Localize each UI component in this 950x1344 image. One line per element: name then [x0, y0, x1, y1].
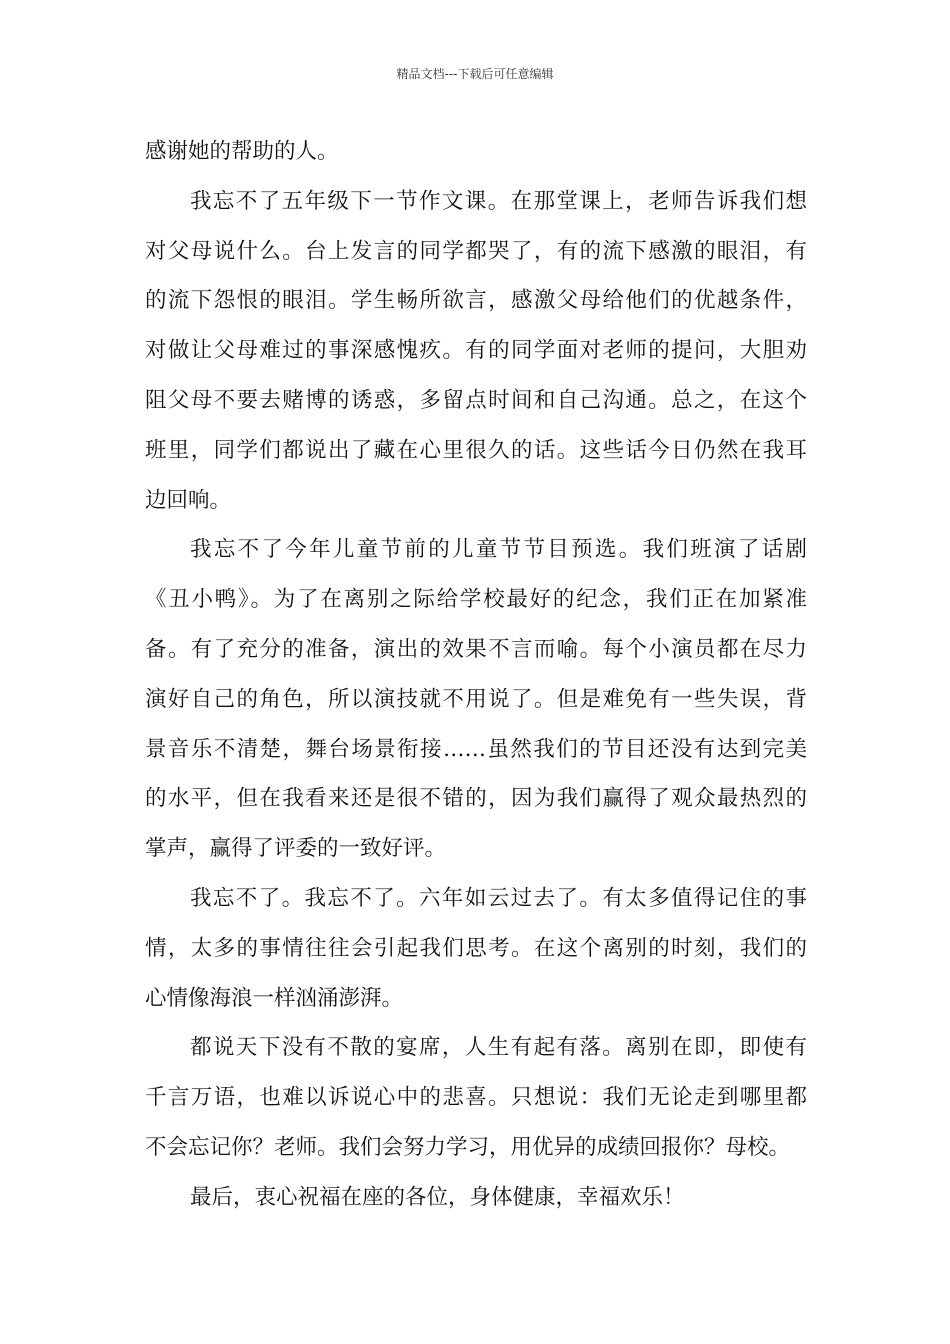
- paragraph: [145, 1023, 807, 1172]
- text-line: 掌声，赢得了评委的一致好评。: [145, 836, 447, 862]
- text-line: 都说天下没有不散的宴席，人生有起有落。离别在即，即使有: [190, 1035, 807, 1061]
- text-line: 千言万语，也难以诉说心中的悲喜。只想说：我们无论走到哪里都: [145, 1085, 807, 1111]
- text-line: 的流下怨恨的眼泪。学生畅所欲言，感激父母给他们的优越条件，: [145, 288, 807, 314]
- text-line: 备。有了充分的准备，演出的效果不言而喻。每个小演员都在尽力: [145, 636, 807, 662]
- document-body: [145, 127, 807, 1223]
- text-line: 感谢她的帮助的人。: [145, 139, 339, 164]
- text-line: 对父母说什么。台上发言的同学都哭了，有的流下感激的眼泪，有: [145, 238, 807, 264]
- paragraph: [145, 1173, 807, 1223]
- text-line: 我忘不了今年儿童节前的儿童节节目预选。我们班演了话剧: [190, 537, 807, 563]
- text-line: 演好自己的角色，所以演技就不用说了。但是难免有一些失误，背: [145, 686, 807, 712]
- text-line: 不会忘记你？老师。我们会努力学习，用优异的成绩回报你？母校。: [145, 1134, 791, 1160]
- paragraph: [145, 874, 807, 1023]
- paragraph: [145, 127, 807, 177]
- text-line: 班里，同学们都说出了藏在心里很久的话。这些话今日仍然在我耳: [145, 437, 807, 463]
- paragraph: [145, 177, 807, 526]
- text-line: 边回响。: [145, 487, 232, 513]
- text-line: 对做让父母难过的事深感愧疚。有的同学面对老师的提问，大胆劝: [145, 338, 807, 364]
- text-line: 最后，衷心祝福在座的各位，身体健康，幸福欢乐！: [190, 1184, 685, 1210]
- text-line: 《丑小鸭》。为了在离别之际给学校最好的纪念，我们正在加紧准: [145, 587, 807, 613]
- text-line: 景音乐不清楚，舞台场景衔接……虽然我们的节目还没有达到完美: [145, 736, 807, 762]
- text-line: 的水平，但在我看来还是很不错的，因为我们赢得了观众最热烈的: [145, 786, 807, 812]
- text-line: 我忘不了。我忘不了。六年如云过去了。有太多值得记住的事: [190, 885, 807, 911]
- paragraph: [145, 525, 807, 874]
- page-header: 精品文档---下载后可任意编辑: [396, 67, 554, 81]
- text-line: 心情像海浪一样汹涌澎湃。: [145, 985, 404, 1011]
- text-line: 阻父母不要去赌博的诱惑，多留点时间和自己沟通。总之，在这个: [145, 387, 807, 413]
- text-line: 情，太多的事情往往会引起我们思考。在这个离别的时刻，我们的: [145, 935, 807, 961]
- text-line: 我忘不了五年级下一节作文课。在那堂课上，老师告诉我们想: [190, 188, 807, 214]
